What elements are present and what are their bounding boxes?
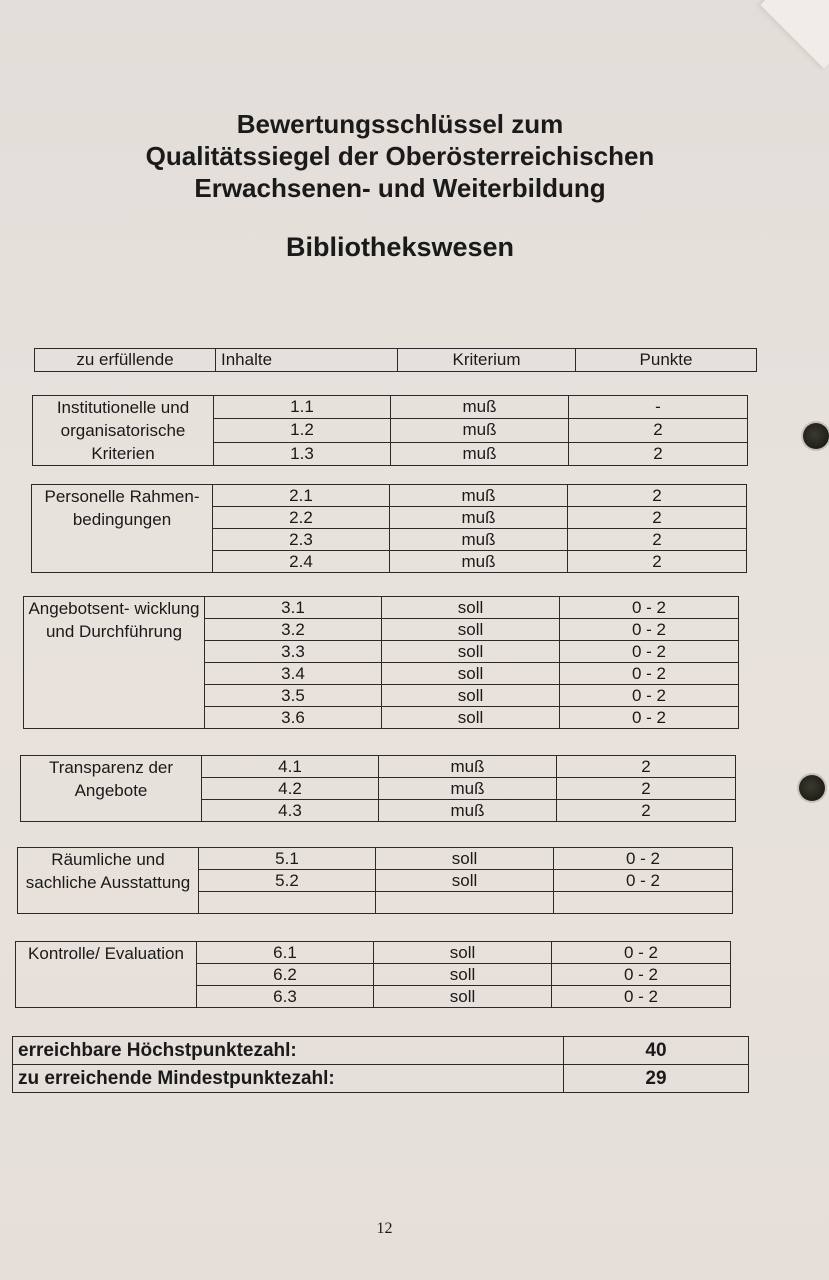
max-points-value: 40 [564,1037,749,1065]
item-criterion: muß [390,529,568,551]
item-points: 0 - 2 [554,870,733,892]
item-criterion: muß [391,442,569,465]
header-col-points: Punkte [576,349,757,372]
header-col-requirement: zu erfüllende [35,349,216,372]
item-number: 1.3 [214,442,391,465]
item-criterion: soll [382,663,560,685]
title-line-1: Bewertungsschlüssel zum [236,109,564,139]
item-points: 0 - 2 [552,964,731,986]
item-number: 4.3 [202,800,379,822]
item-number: 2.4 [213,551,390,573]
summary-table [12,1036,749,1093]
item-points: 2 [568,507,747,529]
document-subtitle: Bibliothekswesen [285,232,515,262]
item-number: 3.1 [205,597,382,619]
item-number: 1.1 [214,396,391,419]
group-label: Transparenz der Angebote [21,756,202,822]
item-points: 0 - 2 [554,848,733,870]
item-points: 2 [557,800,736,822]
item-criterion: soll [376,870,554,892]
item-criterion: muß [390,551,568,573]
item-criterion: muß [391,419,569,442]
group-table-1 [32,395,748,466]
item-criterion: soll [382,685,560,707]
item-number: 3.5 [205,685,382,707]
table-row [21,756,736,778]
title-line-3: Erwachsenen- und Weiterbildung [194,173,606,203]
header-col-criterion: Kriterium [398,349,576,372]
item-points: 0 - 2 [560,663,739,685]
item-points: 0 - 2 [552,986,731,1008]
item-points: 0 - 2 [560,619,739,641]
table-row [32,485,747,507]
item-criterion: muß [379,756,557,778]
item-points: 2 [569,419,748,442]
item-number: 6.2 [197,964,374,986]
item-number: 6.1 [197,942,374,964]
header-table [34,348,757,372]
item-criterion: soll [382,619,560,641]
item-criterion: soll [374,942,552,964]
item-number: 5.2 [199,870,376,892]
item-criterion: muß [390,507,568,529]
item-criterion: muß [390,485,568,507]
title-line-2: Qualitätssiegel der Oberösterreichischen [145,141,655,171]
table-row [16,942,731,964]
item-points: 2 [569,442,748,465]
item-number: 5.1 [199,848,376,870]
group-label: Angebotsent- wicklung und Durchführung [24,597,205,729]
table-row [24,597,739,619]
item-criterion: muß [379,778,557,800]
item-points: 0 - 2 [560,685,739,707]
item-points: 0 - 2 [560,707,739,729]
item-points: 0 - 2 [552,942,731,964]
min-points-label: zu erreichende Mindestpunktezahl: [13,1065,564,1093]
group-table-6 [15,941,731,1008]
item-criterion: soll [374,986,552,1008]
item-criterion: muß [379,800,557,822]
item-number [199,892,376,914]
item-number: 2.2 [213,507,390,529]
item-number: 3.3 [205,641,382,663]
item-number: 4.2 [202,778,379,800]
group-label: Kontrolle/ Evaluation [16,942,197,1008]
item-number: 1.2 [214,419,391,442]
punch-hole-upper [803,423,829,449]
item-number: 6.3 [197,986,374,1008]
group-label: Personelle Rahmen- bedingungen [32,485,213,573]
max-points-label: erreichbare Höchstpunktezahl: [13,1037,564,1065]
item-criterion: soll [382,641,560,663]
item-criterion: soll [382,707,560,729]
item-points: 2 [568,529,747,551]
min-points-value: 29 [564,1065,749,1093]
item-criterion: muß [391,396,569,419]
header-col-contents: Inhalte [216,349,398,372]
item-points [554,892,733,914]
group-label: Institutionelle und organisatorische Kriterien [33,396,214,466]
document-title [60,108,740,204]
item-points: 2 [557,778,736,800]
item-number: 2.3 [213,529,390,551]
item-number: 3.6 [205,707,382,729]
page-number: 12 [376,1220,393,1237]
item-points: 2 [568,551,747,573]
item-number: 2.1 [213,485,390,507]
group-label: Räumliche und sachliche Ausstattung [18,848,199,914]
item-number: 3.4 [205,663,382,685]
item-number: 4.1 [202,756,379,778]
group-table-3 [23,596,739,729]
item-criterion [376,892,554,914]
table-row [33,396,748,419]
group-table-4 [20,755,736,822]
item-points: 0 - 2 [560,641,739,663]
item-points: 2 [568,485,747,507]
item-criterion: soll [376,848,554,870]
summary-row-min [13,1065,749,1093]
punch-hole-lower [799,775,825,801]
item-points: 0 - 2 [560,597,739,619]
item-criterion: soll [374,964,552,986]
item-criterion: soll [382,597,560,619]
table-row [18,848,733,870]
summary-row-max [13,1037,749,1065]
group-table-2 [31,484,747,573]
item-points: 2 [557,756,736,778]
item-points: - [569,396,748,419]
group-table-5 [17,847,733,914]
item-number: 3.2 [205,619,382,641]
